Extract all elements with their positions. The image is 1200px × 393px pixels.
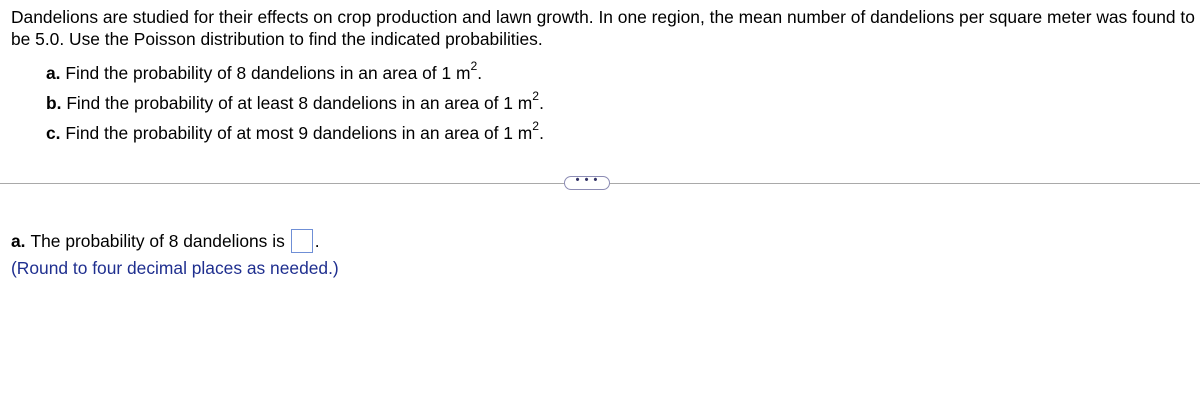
answer-letter: a. — [11, 231, 26, 251]
question-intro: Dandelions are studied for their effects on crop production and lawn growth. In one region, the mean number of dandelions per square meter was found to be 5.0. Use the Poisson distribution to find the indicated probabilities. — [11, 7, 1195, 49]
part-text: Find the probability of at least 8 dandelions in an area of 1 m — [66, 93, 533, 113]
expand-more-button[interactable] — [564, 173, 610, 190]
answer-panel — [11, 227, 339, 281]
question-panel — [11, 6, 1196, 148]
answer-text: The probability of 8 dandelions is — [30, 231, 285, 251]
rounding-hint: (Round to four decimal places as needed.) — [11, 258, 339, 278]
answer-line — [11, 227, 339, 255]
part-exponent: 2 — [470, 59, 478, 74]
part-end: . — [477, 63, 483, 83]
part-letter: a. — [46, 63, 61, 83]
question-part-a — [46, 58, 1196, 88]
part-letter: b. — [46, 93, 62, 113]
question-parts — [11, 58, 1196, 148]
part-exponent: 2 — [532, 89, 540, 104]
part-end: . — [539, 93, 544, 113]
question-part-b — [46, 88, 1196, 118]
part-exponent: 2 — [532, 119, 540, 134]
ellipsis-icon: • • • — [575, 173, 599, 186]
answer-end: . — [314, 231, 320, 251]
part-text: Find the probability of 8 dandelions in an area of 1 m — [65, 63, 471, 83]
part-text: Find the probability of at most 9 dandelions in an area of 1 m — [65, 123, 533, 143]
answer-input[interactable] — [291, 229, 313, 253]
part-letter: c. — [46, 123, 61, 143]
part-end: . — [539, 123, 544, 143]
question-part-c — [46, 118, 1196, 148]
